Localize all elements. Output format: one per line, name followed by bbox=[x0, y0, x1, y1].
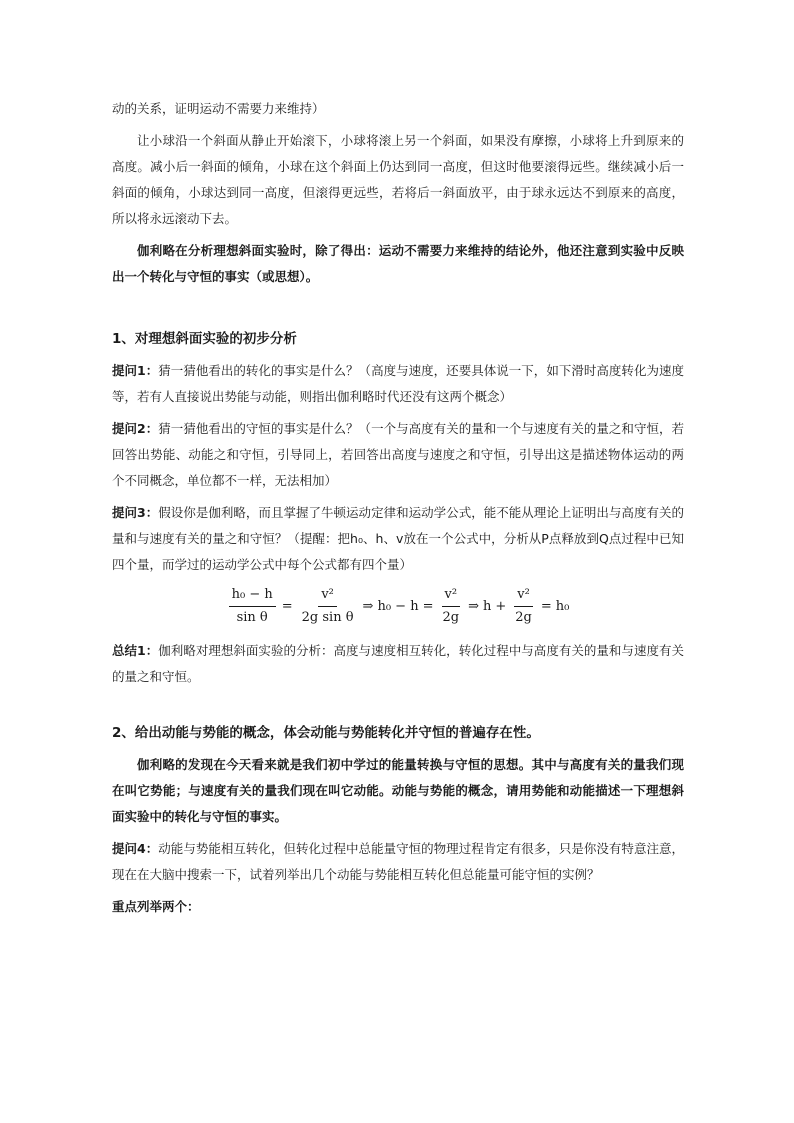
question-2-label: 提问2： bbox=[112, 421, 159, 436]
middle-expression: h₀ − h bbox=[377, 598, 419, 614]
question-1-text: 猜一猜他看出的转化的事实是什么？（高度与速度，还要具体说一下，如下滑时高度转化为速度等，若有人直接说出势能与动能，则指出伽利略时代还没有这两个概念） bbox=[112, 363, 684, 404]
section2-heading: 2、给出动能与势能的概念，体会动能与势能转化并守恒的普遍存在性。 bbox=[112, 725, 540, 741]
equals-sign: = bbox=[281, 598, 293, 614]
summary-1-label: 总结1： bbox=[112, 643, 159, 658]
question-3-label: 提问3： bbox=[112, 505, 159, 520]
question-3 bbox=[112, 500, 684, 578]
fraction-2-numerator: v² bbox=[318, 586, 337, 607]
fraction-4-numerator: v² bbox=[514, 586, 533, 607]
fraction-4 bbox=[512, 586, 535, 627]
fraction-3 bbox=[439, 586, 462, 627]
fraction-1-numerator: h₀ − h bbox=[229, 586, 276, 607]
equals-sign: = bbox=[540, 598, 552, 614]
question-2-text: 猜一猜他看出的守恒的事实是什么？（一个与高度有关的量和一个与速度有关的量之和守恒，若回答出势能、动能之和守恒，引导同上，若回答出高度与速度之和守恒，引导出这是描述物体运动的两个不同概念，单位都不一样，无法相加） bbox=[112, 421, 684, 488]
examples-label: 重点列举两个： bbox=[112, 899, 200, 914]
fraction-2 bbox=[299, 586, 357, 627]
intro-line: 动的关系，证明运动不需要力来维持） bbox=[112, 101, 325, 116]
fraction-4-denominator: 2g bbox=[515, 609, 532, 625]
question-3-text: 假设你是伽利略，而且掌握了牛顿运动定律和运动学公式，能不能从理论上证明出与高度有关的量和与速度有关的量之和守恒？（提醒：把h₀、h、v放在一个公式中，分析从P点释放到Q点过程中已知四个量，而学过的运动学公式中每个公式都有四个量） bbox=[112, 505, 684, 572]
fraction-1-denominator: sin θ bbox=[236, 609, 268, 625]
question-2 bbox=[112, 416, 684, 494]
equals-sign: = bbox=[422, 598, 434, 614]
fraction-2-denominator: 2g sin θ bbox=[301, 609, 354, 625]
document-page bbox=[112, 96, 684, 920]
fraction-3-denominator: 2g bbox=[442, 609, 460, 625]
section2-paragraph: 伽利略的发现在今天看来就是我们初中学过的能量转换与守恒的思想。其中与高度有关的量我们现在叫它势能；与速度有关的量我们现在叫它动能。动能与势能的概念，请用势能和动能描述一下理想斜面实验中的转化与守恒的事实。 bbox=[112, 757, 684, 824]
question-1-label: 提问1： bbox=[112, 363, 159, 378]
fraction-1 bbox=[229, 586, 276, 627]
intro-paragraph: 让小球沿一个斜面从静止开始滚下，小球将滚上另一个斜面，如果没有摩擦，小球将上升到原来的高度。减小后一斜面的倾角，小球在这个斜面上仍达到同一高度，但这时他要滚得远些。继续减小后一斜面的倾角，小球达到同一高度，但滚得更远些，若将后一斜面放平，由于球永远达不到原来的高度，所以将永远滚动下去。 bbox=[112, 133, 684, 226]
summary-1-text: 伽利略对理想斜面实验的分析：高度与速度相互转化，转化过程中与高度有关的量和与速度有关的量之和守恒。 bbox=[112, 643, 684, 684]
energy-formula bbox=[112, 580, 684, 632]
height-term: h bbox=[482, 598, 492, 614]
implies-arrow: ⇒ bbox=[362, 598, 374, 614]
result-term: h₀ bbox=[555, 598, 570, 614]
fraction-3-numerator: v² bbox=[442, 586, 461, 607]
intro-conclusion: 伽利略在分析理想斜面实验时，除了得出：运动不需要力来维持的结论外，他还注意到实验中反映出一个转化与守恒的事实（或思想）。 bbox=[112, 243, 684, 284]
question-4-text: 动能与势能相互转化，但转化过程中总能量守恒的物理过程肯定有很多，只是你没有特意注意，现在在大脑中搜索一下，试着列举出几个动能与势能相互转化但总能量可能守恒的实例？ bbox=[112, 841, 684, 882]
implies-arrow: ⇒ bbox=[468, 598, 479, 614]
question-4-label: 提问4： bbox=[112, 841, 159, 856]
section1-heading: 1、对理想斜面实验的初步分析 bbox=[112, 331, 297, 347]
question-1 bbox=[112, 358, 684, 410]
question-4 bbox=[112, 836, 684, 888]
plus-sign: + bbox=[495, 598, 507, 614]
summary-1 bbox=[112, 638, 684, 690]
